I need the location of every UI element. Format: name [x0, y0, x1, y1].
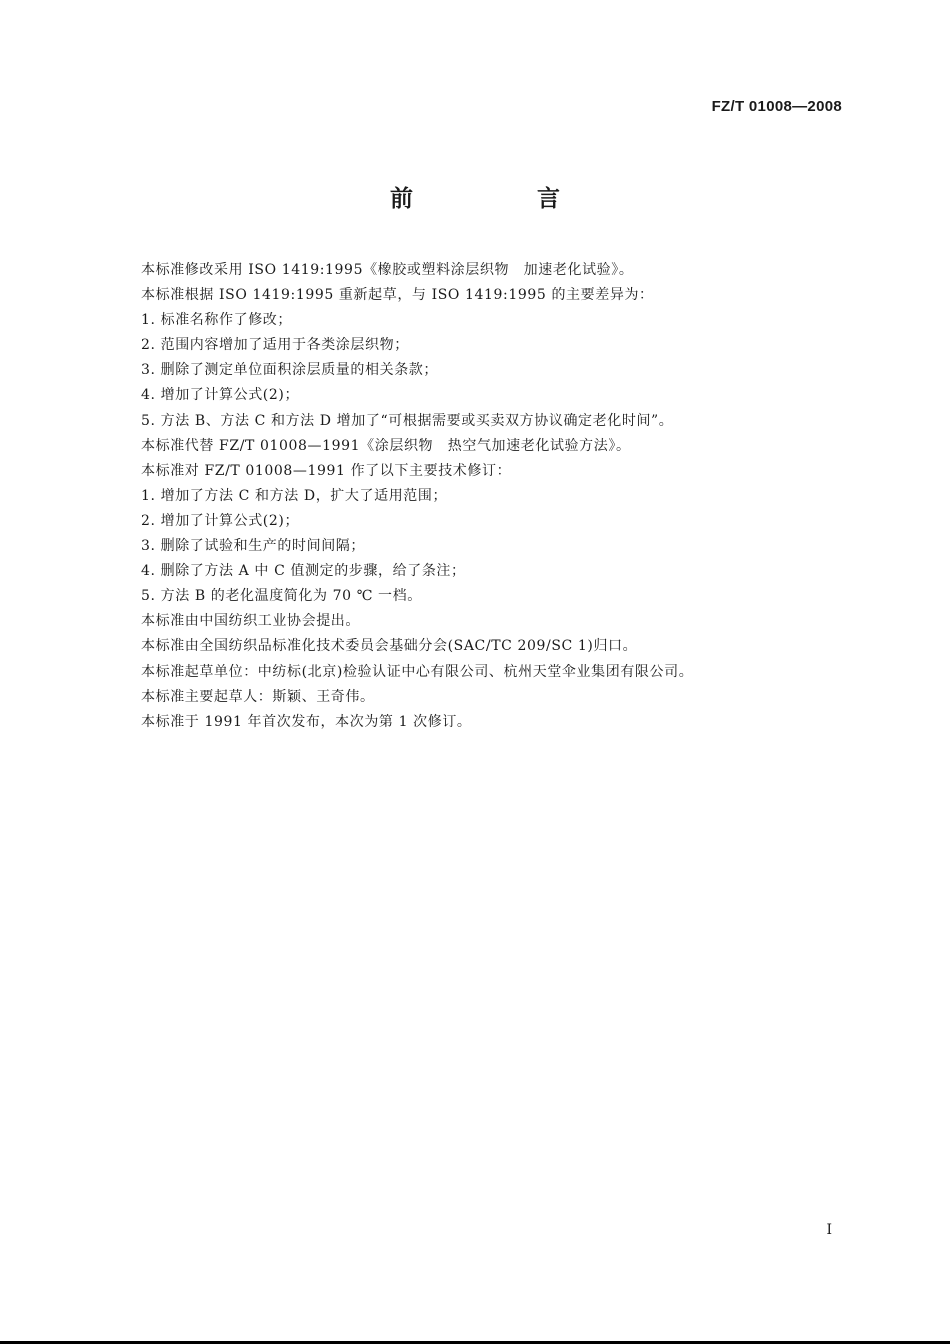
text-line: 本标准代替 FZ/T 01008—1991《涂层织物 热空气加速老化试验方法》。	[141, 437, 631, 454]
text-line: 3. 删除了试验和生产的时间间隔；	[141, 538, 366, 555]
text-line: 5. 方法 B、方法 C 和方法 D 增加了“可根据需要或买卖双方协议确定老化时间”。	[141, 412, 674, 429]
text-line: 1. 标准名称作了修改；	[141, 312, 293, 329]
page-number: I	[826, 1222, 832, 1238]
text-line: 本标准起草单位：中纺标(北京)检验认证中心有限公司、杭州天堂伞业集团有限公司。	[141, 663, 694, 680]
text-line: 本标准对 FZ/T 01008—1991 作了以下主要技术修订：	[141, 462, 512, 479]
text-line: 4. 删除了方法 A 中 C 值测定的步骤，给了条注；	[141, 563, 466, 580]
text-line: 5. 方法 B 的老化温度简化为 70 ℃ 一档。	[141, 588, 422, 605]
text-line: 本标准由中国纺织工业协会提出。	[141, 613, 360, 630]
text-line: 3. 删除了测定单位面积涂层质量的相关条款；	[141, 362, 439, 379]
foreword-body	[141, 258, 841, 735]
standard-code: FZ/T 01008—2008	[711, 98, 842, 115]
text-line: 1. 增加了方法 C 和方法 D，扩大了适用范围；	[141, 487, 448, 504]
page-title: 前 言	[389, 186, 618, 212]
text-line: 本标准于 1991 年首次发布，本次为第 1 次修订。	[141, 713, 472, 730]
text-line: 4. 增加了计算公式(2)；	[141, 387, 300, 404]
text-line: 本标准根据 ISO 1419:1995 重新起草，与 ISO 1419:1995 的主要差异为：	[141, 287, 654, 304]
text-line: 2. 范围内容增加了适用于各类涂层织物；	[141, 337, 409, 354]
text-line: 本标准修改采用 ISO 1419:1995《橡胶或塑料涂层织物 加速老化试验》。	[141, 262, 634, 278]
text-line: 本标准主要起草人：斯颖、王奇伟。	[141, 688, 375, 705]
text-line: 本标准由全国纺织品标准化技术委员会基础分会(SAC/TC 209/SC 1)归口。	[141, 638, 638, 655]
text-line: 2. 增加了计算公式(2)；	[141, 512, 300, 529]
